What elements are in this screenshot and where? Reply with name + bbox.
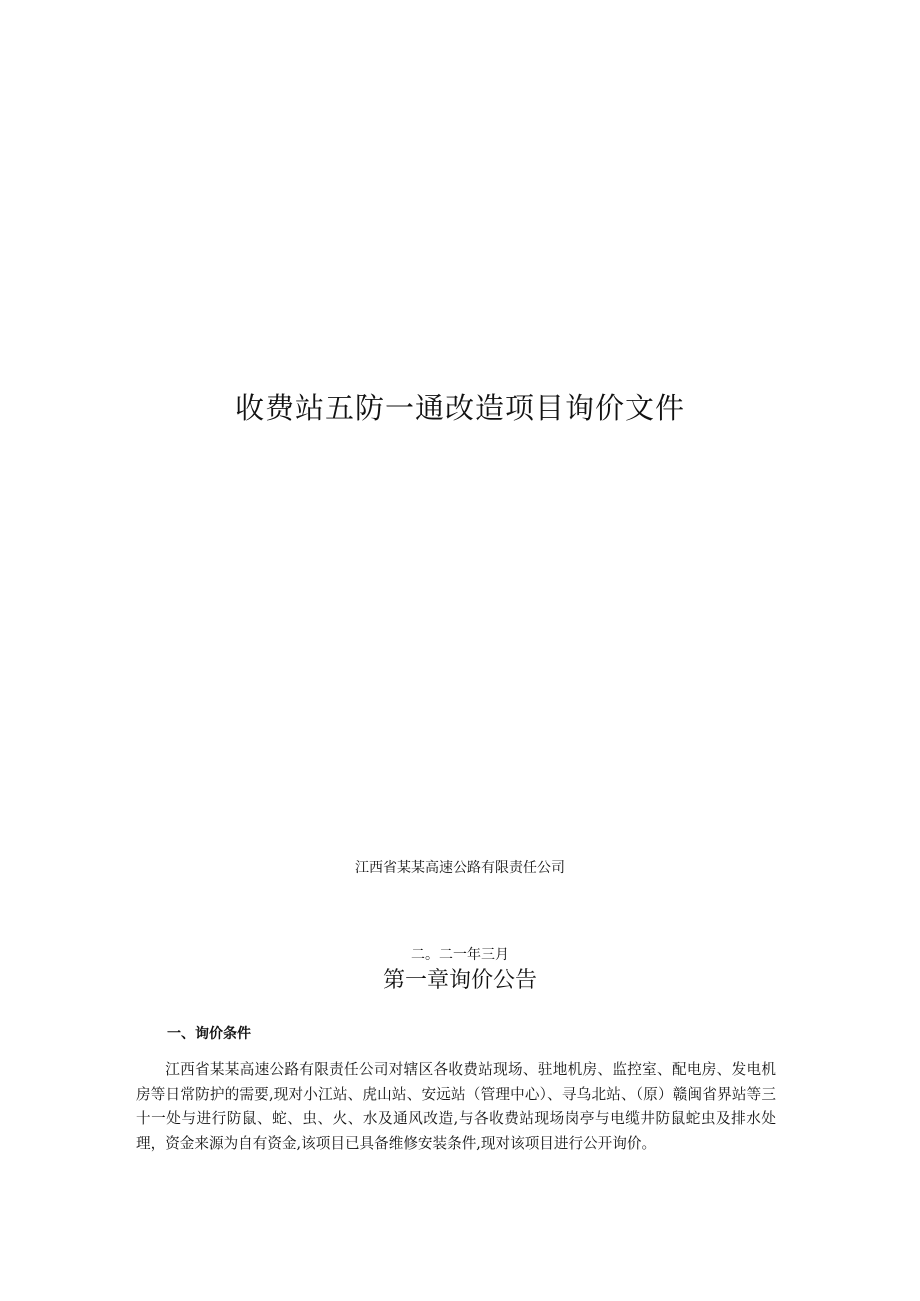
document-date: 二。二一年三月: [411, 947, 509, 963]
company-name: 江西省某某高速公路有限责任公司: [355, 860, 565, 876]
body-paragraph: 江西省某某高速公路有限责任公司对辖区各收费站现场、驻地机房、监控室、配电房、发电机房等日常防护的需要,现对小江站、虎山站、安远站（管理中心）、寻乌北站、（原）赣闽省界站等三十一处与进行防鼠、蛇、虫、火、水及通风改造,与各收费站现场岗亭与电缆井防鼠蛇虫及排水处理，资金来源为自有资金,该项目已具备维修安装条件,现对该项目进行公开询价。: [136, 1061, 776, 1152]
document-title: 收费站五防一通改造项目询价文件: [234, 391, 685, 425]
chapter-title: 第一章询价公告: [382, 968, 537, 993]
section-heading: 一、询价条件: [167, 1026, 251, 1042]
